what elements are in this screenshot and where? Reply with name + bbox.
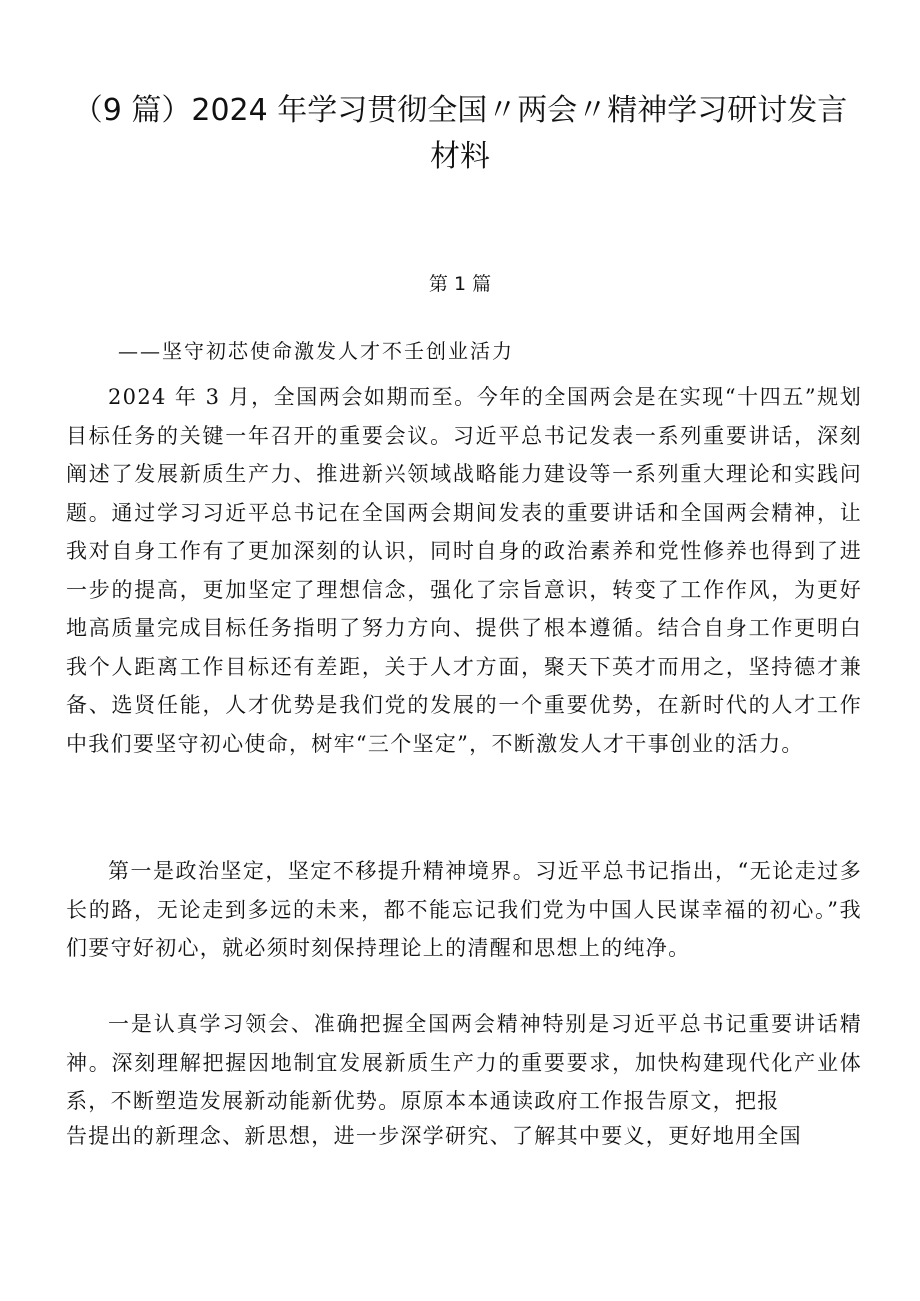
paragraph-point-one: 一是认真学习领会、准确把握全国两会精神特别是习近平总书记重要讲话精神。深刻理解把握因地制宜发展新质生产力的重要要求，加快构建现代化产业体系，不断塑造发展新动能新优势。原原本本通读政府工作报告原文，把报: [66, 1012, 862, 1113]
subtitle: ——坚守初芯使命激发人才不壬创业活力: [118, 339, 514, 363]
paragraph-political-firmness: 第一是政治坚定，坚定不移提升精神境界。习近平总书记指出，“无论走过多长的路，无论走到多远的未来，都不能忘记我们党为中国人民谋幸福的初心。”我们要守好初心，就必须时刻保持理论上的清醒和思想上的纯净。: [66, 859, 862, 960]
paragraph-intro: 2024 年 3 月，全国两会如期而至。今年的全国两会是在实现“十四五”规划目标任务的关键一年召开的重要会议。习近平总书记发表一系列重要讲话，深刻阐述了发展新质生产力、推进新兴领域战略能力建设等一系列重大理论和实践问题。通过学习习近平总书记在全国两会期间发表的重要讲话和全国两会精神，让我对自身工作有了更加深刻的认识，同时自身的政治素养和党性修养也得到了进一步的提高，更加坚定了理想信念，强化了宗旨意识，转变了工作作风，为更好地高质量完成目标任务指明了努力方向、提供了根本遵循。结合自身工作更明白我个人距离工作目标还有差距，关于人才方面，聚天下英才而用之，坚持德才兼备、选贤任能，人才优势是我们党的发展的一个重要优势，在新时代的人才工作中我们要坚守初心使命，树牢“三个坚定”，不断激发人才干事创业的活力。: [66, 385, 862, 756]
paragraph-continuation: 告提出的新理念、新思想，进一步深学研究、了解其中要义，更好地用全国: [66, 1124, 802, 1148]
part-label: 第 1 篇: [428, 273, 492, 295]
document-title: （9 篇）2024 年学习贯彻全国〃两会〃精神学习研讨发言材料: [72, 93, 848, 174]
